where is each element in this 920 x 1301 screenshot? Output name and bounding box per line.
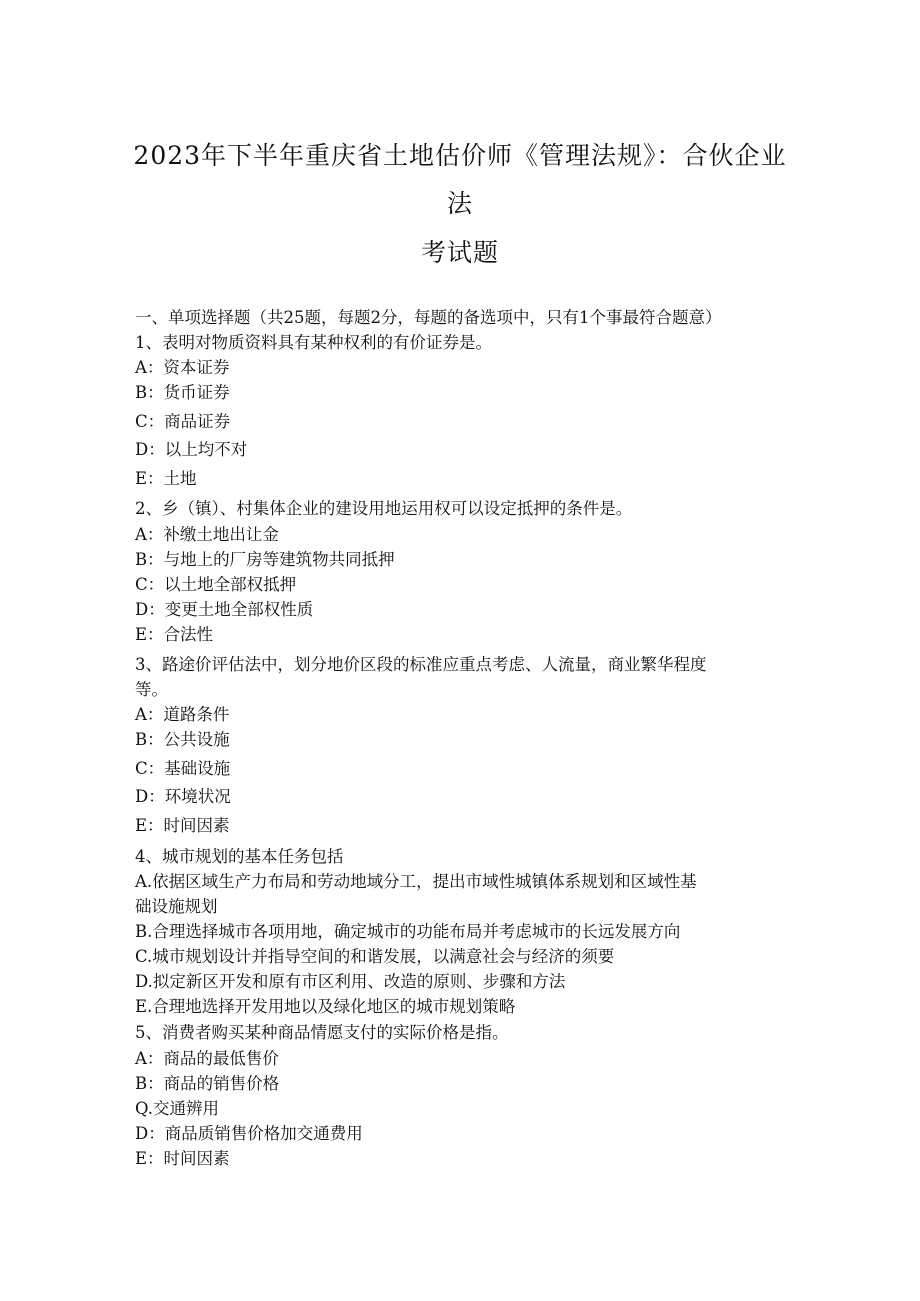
question-3-stem-cont: 等。: [135, 680, 168, 699]
document-title-line-3: 考试题: [420, 238, 499, 267]
question-3-option-c: C：基础设施: [135, 759, 231, 778]
question-5-option-d: D：商品质销售价格加交通费用: [135, 1124, 363, 1143]
question-5-option-c: Q.交通辨用: [135, 1099, 219, 1118]
question-4-option-d: D.拟定新区开发和原有市区利用、改造的原则、步骤和方法: [135, 972, 566, 991]
question-3-option-a: A：道路条件: [135, 705, 230, 724]
section-heading: 一、单项选择题（共25题，每题2分，每题的备选项中，只有1个事最符合题意）: [135, 308, 722, 327]
question-1-option-a: A：资本证券: [135, 358, 230, 377]
question-3-option-d: D：环境状况: [135, 787, 231, 806]
question-2-option-a: A：补缴土地出让金: [135, 525, 279, 544]
question-1-option-e: E：土地: [135, 469, 197, 488]
question-1-stem: 1、表明对物质资料具有某种权利的有价证券是。: [135, 333, 492, 352]
question-5-option-b: B：商品的销售价格: [135, 1074, 280, 1093]
question-1-option-b: B：货币证券: [135, 383, 230, 402]
document-title-line-1: 2023年下半年重庆省土地估价师《管理法规》：合伙企业: [133, 141, 787, 170]
question-3-stem: 3、路途价评估法中，划分地价区段的标准应重点考虑、人流量，商业繁华程度: [135, 655, 707, 674]
question-2-option-d: D：变更土地全部权性质: [135, 600, 314, 619]
question-4-option-a-cont: 础设施规划: [135, 897, 218, 916]
question-4-option-b: B.合理选择城市各项用地，确定城市的功能布局并考虑城市的长远发展方向: [135, 922, 681, 941]
question-2-option-e: E：合法性: [135, 625, 214, 644]
question-4-option-c: C.城市规划设计并指导空间的和谐发展，以满意社会与经济的须要: [135, 947, 615, 966]
question-2-option-c: C：以土地全部权抵押: [135, 575, 297, 594]
question-1-option-c: C：商品证券: [135, 412, 231, 431]
question-4-stem: 4、城市规划的基本任务包括: [135, 847, 344, 866]
question-2-option-b: B：与地上的厂房等建筑物共同抵押: [135, 550, 395, 569]
question-5-option-e: E：时间因素: [135, 1149, 230, 1168]
question-4-option-e: E.合理地选择开发用地以及绿化地区的城市规划策略: [135, 997, 516, 1016]
question-5-option-a: A：商品的最低售价: [135, 1049, 279, 1068]
question-3-option-e: E：时间因素: [135, 816, 230, 835]
question-5-stem: 5、消费者购买某种商品情愿支付的实际价格是指。: [135, 1023, 509, 1042]
question-3-option-b: B：公共设施: [135, 730, 230, 749]
document-title-line-2: 法: [446, 189, 473, 218]
question-2-stem: 2、乡（镇）、村集体企业的建设用地运用权可以设定抵押的条件是。: [135, 499, 633, 518]
question-4-option-a: A.依据区域生产力布局和劳动地域分工，提出市域性城镇体系规划和区域性基: [135, 872, 697, 891]
question-1-option-d: D：以上均不对: [135, 440, 248, 459]
